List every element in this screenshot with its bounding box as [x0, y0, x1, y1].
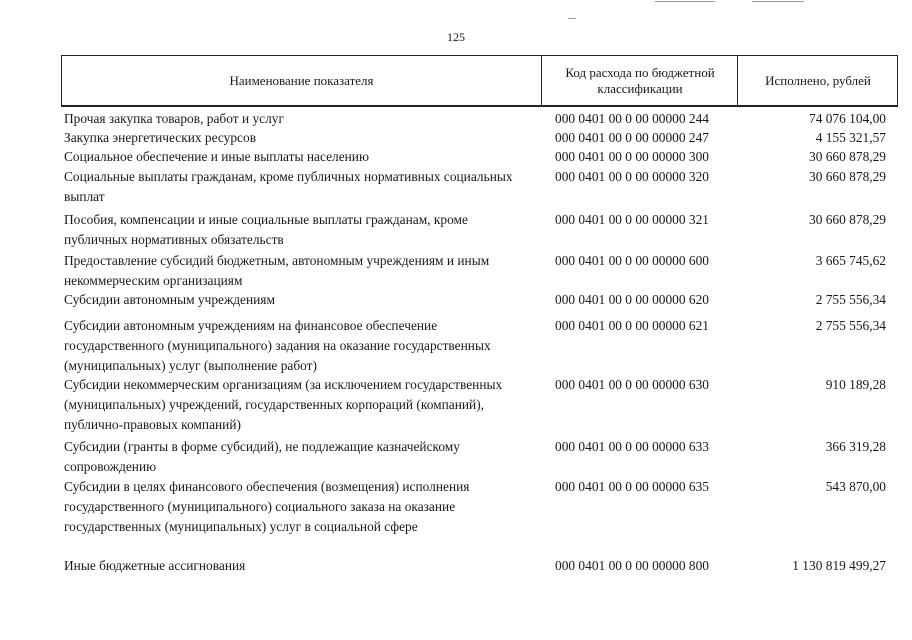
table-header: [61, 55, 898, 107]
row-code: 000 0401 00 0 00 00000 247: [555, 130, 709, 145]
row-code: 000 0401 00 0 00 00000 800: [555, 558, 709, 573]
scan-mark-top-right-1: [655, 1, 715, 2]
row-amount: 366 319,28: [825, 439, 886, 454]
row-name: Субсидии в целях финансового обеспечения (возмещения) исполнения государственного (муниципального) социального заказа на оказание государственных (муниципальных) услуг в социальной сфере: [64, 479, 470, 534]
row-name: Субсидии некоммерческим организациям (за исключением государственных (муниципальных) учреждений, государственных корпораций (компаний), публично-правовых компаний): [64, 377, 503, 432]
row-name: Социальные выплаты гражданам, кроме публичных нормативных социальных выплат: [64, 169, 513, 204]
header-amount: Исполнено, рублей: [737, 56, 898, 105]
row-name: Социальное обеспечение и иные выплаты населению: [64, 149, 369, 164]
row-code: 000 0401 00 0 00 00000 321: [555, 212, 709, 227]
row-amount: 74 076 104,00: [809, 111, 886, 126]
row-name: Закупка энергетических ресурсов: [64, 130, 257, 145]
header-name: Наименование показателя: [229, 72, 374, 88]
row-code: 000 0401 00 0 00 00000 600: [555, 253, 709, 268]
row-name: Субсидии (гранты в форме субсидий), не подлежащие казначейскому сопровождению: [64, 439, 460, 474]
row-code: 000 0401 00 0 00 00000 630: [555, 377, 709, 392]
row-amount: 30 660 878,29: [809, 149, 886, 164]
row-code: 000 0401 00 0 00 00000 320: [555, 169, 709, 184]
header-code: [541, 56, 738, 105]
row-amount: 2 755 556,34: [815, 318, 886, 333]
page-number: 125: [447, 30, 465, 44]
row-code: 000 0401 00 0 00 00000 620: [555, 292, 709, 307]
row-amount: 543 870,00: [825, 479, 886, 494]
row-name: Прочая закупка товаров, работ и услуг: [64, 111, 284, 126]
row-name: Субсидии автономным учреждениям на финансовое обеспечение государственного (муниципального) задания на оказание государственных (муниципальных) услуг (выполнение работ): [64, 318, 491, 373]
row-amount: 910 189,28: [825, 377, 886, 392]
row-code: 000 0401 00 0 00 00000 300: [555, 149, 709, 164]
row-amount: 30 660 878,29: [809, 169, 886, 184]
header-code-label: Код расхода по бюджетной классификации: [565, 64, 715, 96]
scan-mark-top: [568, 18, 576, 19]
row-amount: 30 660 878,29: [809, 212, 886, 227]
row-amount: 2 755 556,34: [815, 292, 886, 307]
row-name: Субсидии автономным учреждениям: [64, 292, 275, 307]
row-code: 000 0401 00 0 00 00000 244: [555, 111, 709, 126]
row-code: 000 0401 00 0 00 00000 633: [555, 439, 709, 454]
row-amount: 4 155 321,57: [815, 130, 886, 145]
row-name: Иные бюджетные ассигнования: [64, 558, 246, 573]
row-code: 000 0401 00 0 00 00000 635: [555, 479, 709, 494]
row-amount: 3 665 745,62: [815, 253, 886, 268]
row-name: Предоставление субсидий бюджетным, автономным учреждениям и иным некоммерческим организациям: [64, 253, 490, 288]
row-code: 000 0401 00 0 00 00000 621: [555, 318, 709, 333]
scan-mark-top-right-2: [752, 1, 804, 2]
row-amount: 1 130 819 499,27: [792, 558, 886, 573]
row-name: Пособия, компенсации и иные социальные выплаты гражданам, кроме публичных нормативных обязательств: [64, 212, 468, 247]
